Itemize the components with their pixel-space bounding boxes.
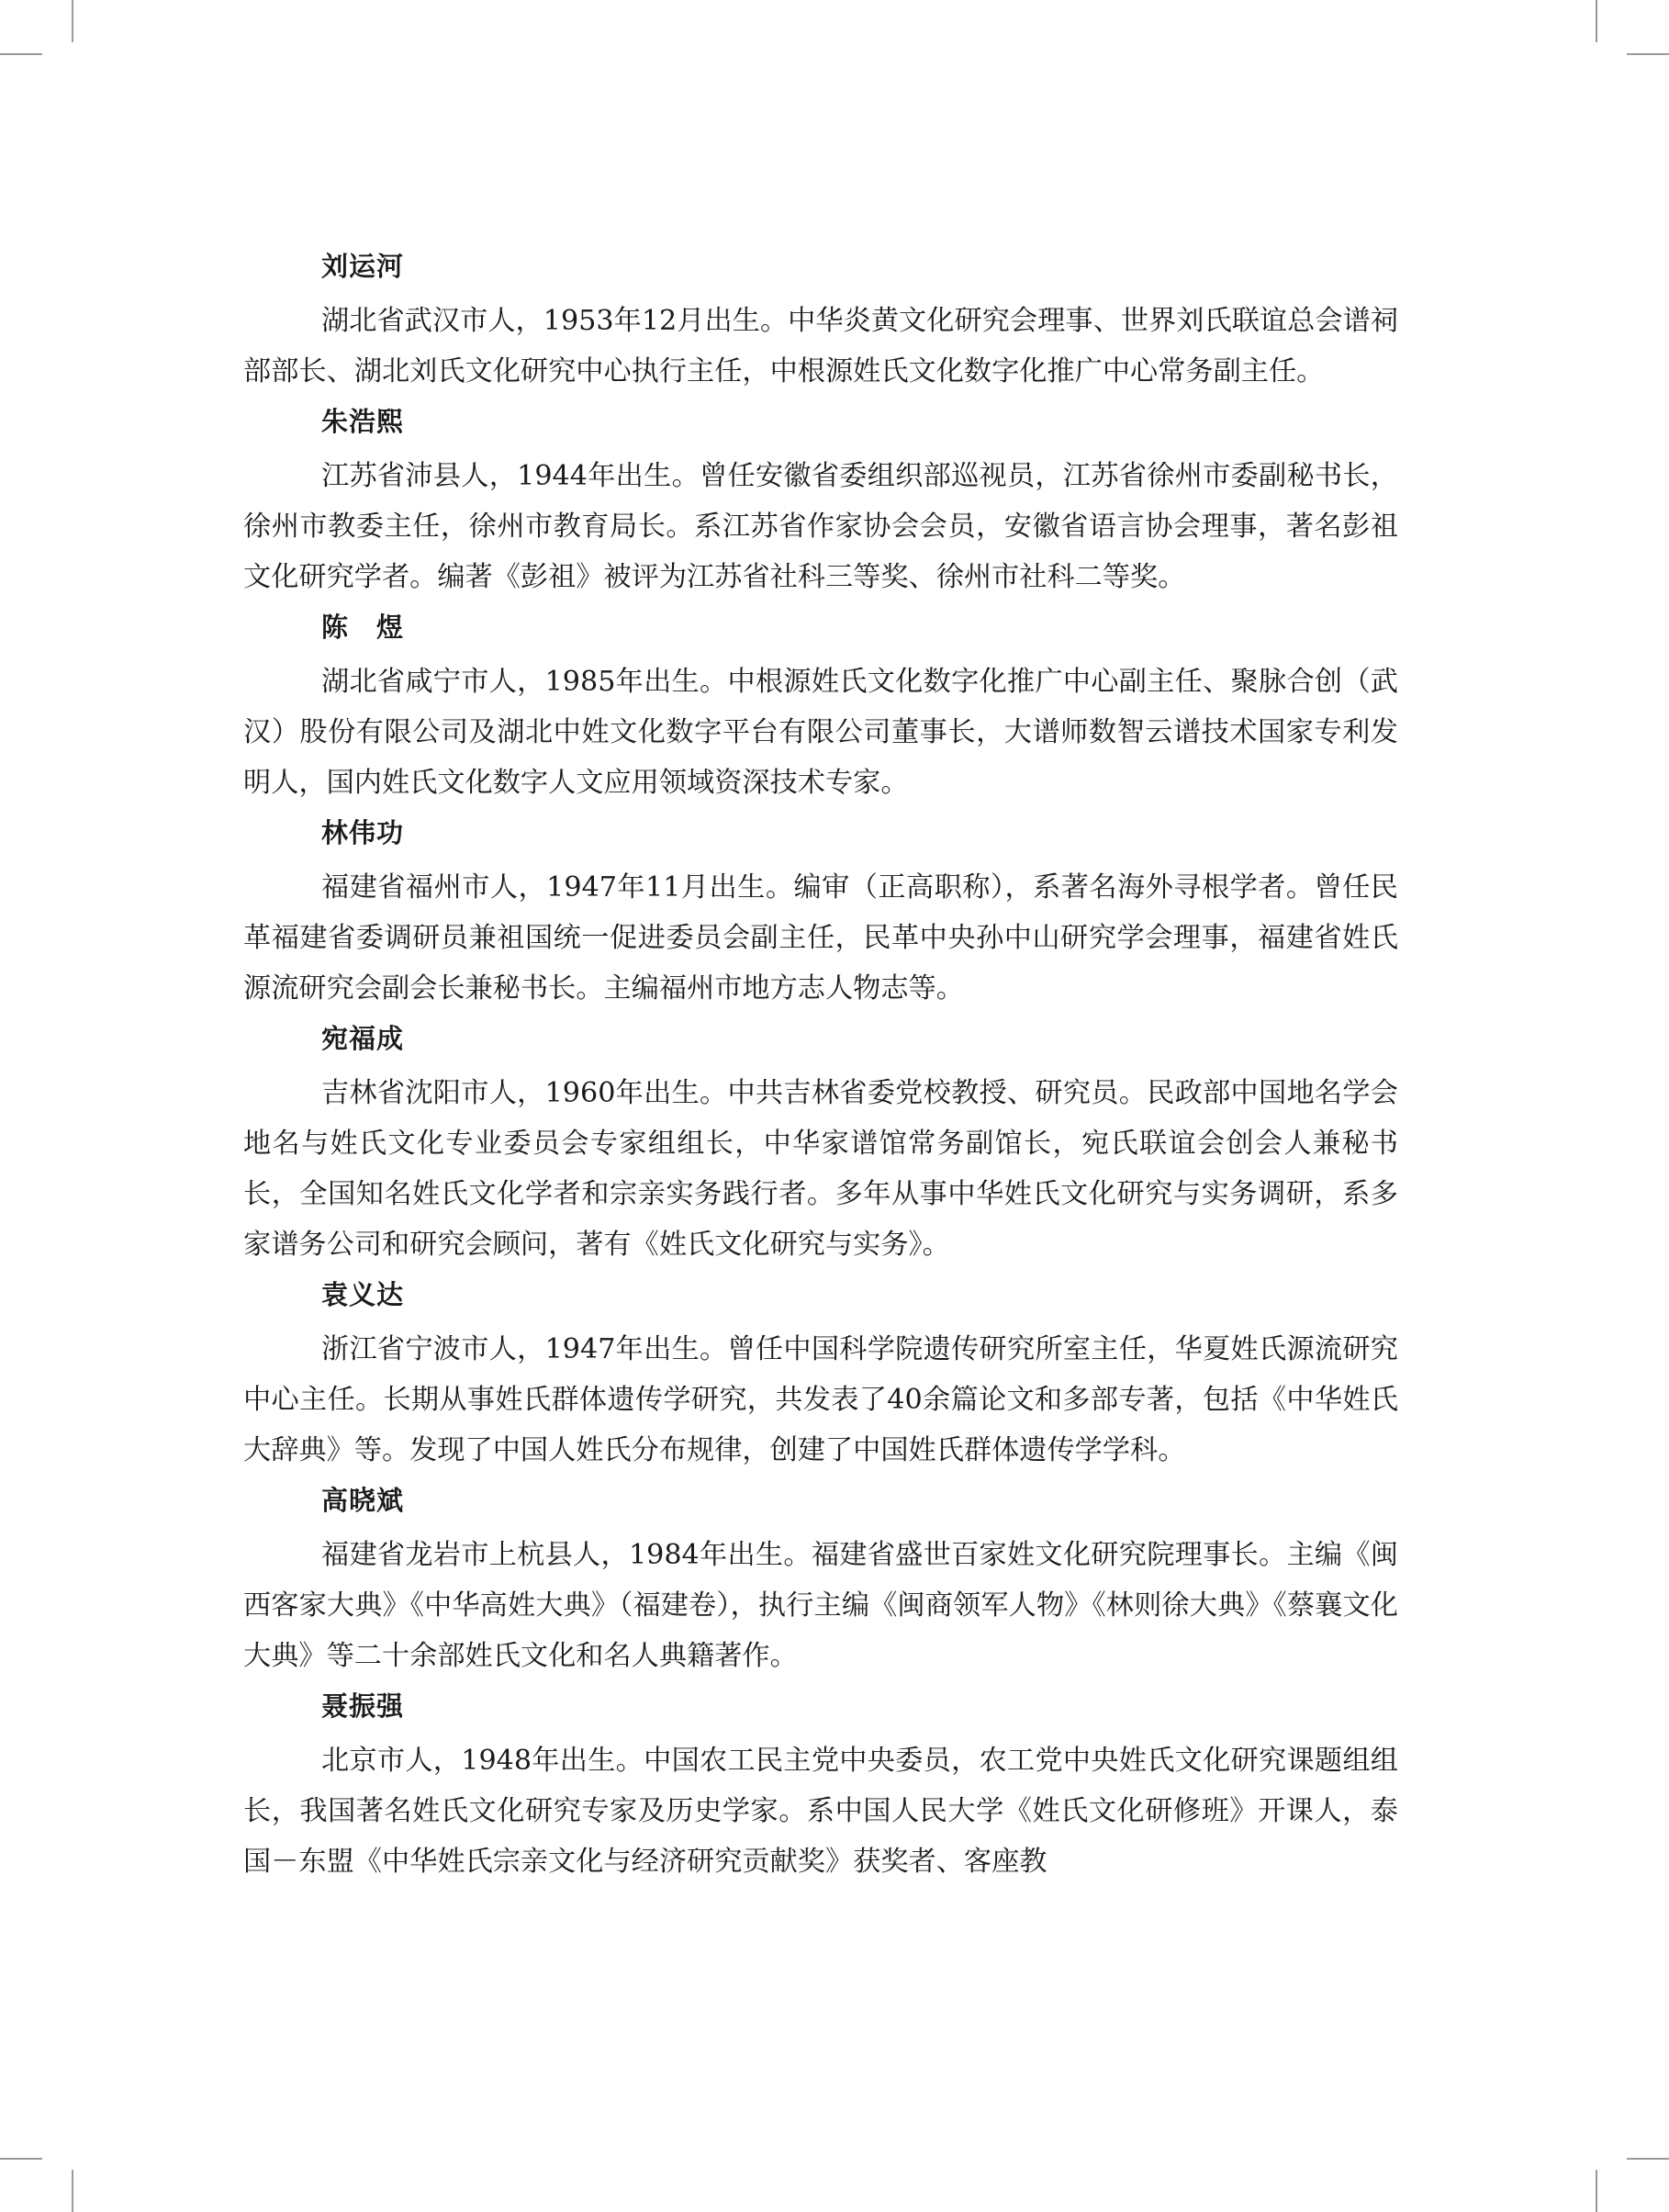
person-bio: 福建省福州市人，1947年11月出生。编审（正高职称），系著名海外寻根学者。曾任民革福建省委调研员兼祖国统一促进委员会副主任，民革中央孙中山研究学会理事，福建省姓氏源流研究会副会长兼秘书长。主编福州市地方志人物志等。 (243, 871, 1398, 1005)
person-bio: 福建省龙岩市上杭县人，1984年出生。福建省盛世百家姓文化研究院理事长。主编《闽西客家大典》《中华高姓大典》（福建卷），执行主编《闽商领军人物》《林则徐大典》《蔡襄文化大典》等二十余部姓氏文化和名人典籍著作。 (243, 1539, 1398, 1672)
crop-mark-top-right-horizontal (1627, 53, 1669, 55)
person-bio: 江苏省沛县人，1944年出生。曾任安徽省委组织部巡视员，江苏省徐州市委副秘书长，徐州市教委主任，徐州市教育局长。系江苏省作家协会会员，安徽省语言协会理事，著名彭祖文化研究学者。编著《彭祖》被评为江苏省社科三等奖、徐州市社科二等奖。 (243, 460, 1398, 593)
person-bio: 北京市人，1948年出生。中国农工民主党中央委员，农工党中央姓氏文化研究课题组组长，我国著名姓氏文化研究专家及历史学家。系中国人民大学《姓氏文化研修班》开课人，泰国－东盟《中华姓氏宗亲文化与经济研究贡献奖》获奖者、客座教 (243, 1745, 1398, 1878)
biography-entry (243, 401, 1398, 602)
person-name: 聂振强 (321, 1690, 405, 1722)
person-bio: 湖北省咸宁市人，1985年出生。中根源姓氏文化数字化推广中心副主任、聚脉合创（武汉）股份有限公司及湖北中姓文化数字平台有限公司董事长，大谱师数智云谱技术国家专利发明人，国内姓氏文化数字人文应用领域资深技术专家。 (243, 666, 1398, 799)
person-bio: 浙江省宁波市人，1947年出生。曾任中国科学院遗传研究所室主任，华夏姓氏源流研究中心主任。长期从事姓氏群体遗传学研究，共发表了40余篇论文和多部专著，包括《中华姓氏大辞典》等。发现了中国人姓氏分布规律，创建了中国姓氏群体遗传学学科。 (243, 1333, 1398, 1466)
biography-list (243, 246, 1398, 1892)
biography-entry (243, 813, 1398, 1014)
person-name: 林伟功 (321, 817, 405, 848)
person-bio: 湖北省武汉市人，1953年12月出生。中华炎黄文化研究会理事、世界刘氏联谊总会谱祠部部长、湖北刘氏文化研究中心执行主任，中根源姓氏文化数字化推广中心常务副主任。 (243, 305, 1398, 387)
person-name: 朱浩熙 (321, 406, 405, 437)
crop-mark-top-left-horizontal (0, 53, 42, 55)
person-bio: 吉林省沈阳市人，1960年出生。中共吉林省委党校教授、研究员。民政部中国地名学会地名与姓氏文化专业委员会专家组组长，中华家谱馆常务副馆长，宛氏联谊会创会人兼秘书长，全国知名姓氏文化学者和宗亲实务践行者。多年从事中华姓氏文化研究与实务调研，系多家谱务公司和研究会顾问，著有《姓氏文化研究与实务》。 (243, 1077, 1398, 1261)
person-name: 高晓斌 (321, 1485, 405, 1516)
crop-mark-bottom-left-vertical (72, 2170, 73, 2212)
biography-entry (243, 246, 1398, 397)
biography-entry (243, 1686, 1398, 1887)
biography-entry (243, 1480, 1398, 1681)
biography-entry (243, 1018, 1398, 1270)
person-name: 陈 煜 (321, 612, 405, 643)
biography-entry (243, 607, 1398, 808)
crop-mark-bottom-right-horizontal (1627, 2158, 1669, 2160)
crop-mark-top-right-vertical (1596, 0, 1597, 42)
crop-mark-bottom-left-horizontal (0, 2158, 42, 2160)
person-name: 袁义达 (321, 1279, 405, 1310)
crop-mark-bottom-right-vertical (1596, 2170, 1597, 2212)
person-name: 刘运河 (321, 251, 405, 282)
crop-mark-top-left-vertical (72, 0, 73, 42)
person-name: 宛福成 (321, 1023, 405, 1054)
biography-entry (243, 1274, 1398, 1476)
